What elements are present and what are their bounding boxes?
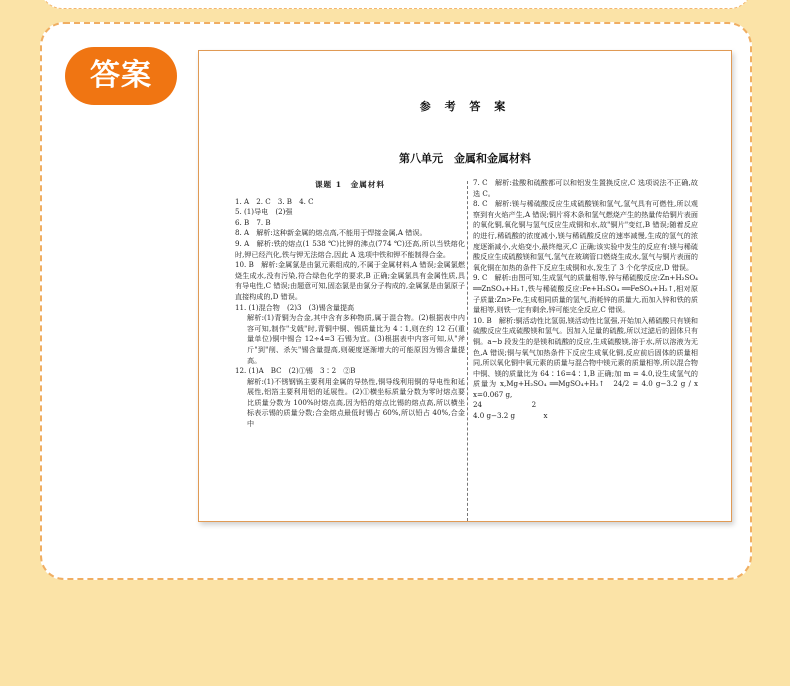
column-divider — [467, 181, 468, 521]
answer-line: 9. A 解析:铁的熔点(1 538 ℃)比钾的沸点(774 ℃)还高,所以当铁熔化时,钾已经汽化,铁与钾无法熔合,因此 A 选项中铁和钾不能制得合金。 — [235, 238, 465, 259]
answer-line: 4.0 g−3.2 g x — [473, 411, 548, 421]
unit-title: 第八单元 金属和金属材料 — [399, 152, 531, 165]
answer-line: 8. A 解析:这种新金属的熔点高,不能用于焊接金属,A 错误。 — [235, 228, 427, 238]
answer-line: 6. B 7. B — [235, 217, 271, 227]
answer-line: 解析:(1)不锈钢锅主要利用金属的导热性,铜导线利用铜的导电性和延展性,铝箔主要利用铝的延展性。(2)①横坐标质量分数为零时熔点要比质量分数为 100%时熔点高,因为铅的熔点比锡的熔点高,所以横坐标表示锡的质量分数;合金熔点最低时锡占 60%,所以铅占 40%,合金中 — [247, 376, 465, 429]
top-card — [40, 0, 752, 9]
left-column — [235, 178, 465, 430]
answer-line: 24 2 — [473, 400, 537, 410]
answer-line: 12. (1)A BC (2)①锡 3∶2 ②B — [235, 366, 356, 376]
page-title: 参 考 答 案 — [419, 100, 511, 113]
answer-line: 8. C 解析:镁与稀硫酸反应生成硫酸镁和氢气,氢气具有可燃性,所以观察到有火焰产生,A 错误;铜片将木条和氢气燃烧产生的热量传给铜片表面的氧化铜,氧化铜与氢气反应生成铜和水,故"铜片"变红,B 错误;随着反应的进行,稀硫酸的浓度减小,镁与稀硫酸反应的速率减慢,生成的氢气的浓度逐渐减小,火焰变小,最终熄灭,C 正确;该实验中发生的反应有:镁与稀硫酸反应生成硫酸镁和氢气,氢气在玻璃管口燃烧生成水,氢气与铜片表面的氧化铜在加热的条件下反应生成铜和水,发生了 3 个化学反应,D 错误。 — [473, 199, 698, 272]
right-column — [473, 178, 706, 422]
answer-line: 解析:(1)青铜为合金,其中含有多种物质,属于混合物。(2)根据表中内容可知,制作"戈戟"时,青铜中铜、锡质量比为 4∶1,则在约 12 石(重量单位)铜中锡合 12÷4=3 石锡为宜。(3)根据表中内容可知,从"斧斤"到"削、杀矢"锡含量提高,则硬度逐渐增大的可能原因为锡含量提高。 — [247, 313, 465, 365]
answer-line: 9. C 解析:由图可知,生成氢气的质量相等,锌与稀硫酸反应:Zn+H₂SO₄ ══ZnSO₄+H₂↑,铁与稀硫酸反应:Fe+H₂SO₄ ══FeSO₄+H₂↑,相对原子质量:Zn>Fe,生成相同质量的氢气,消耗锌的质量大,而加入锌和铁的质量相等,则铁一定有剩余,锌可能完全反应,C 错误。 — [473, 273, 698, 315]
answer-line: 10. B 解析:金属氯是由氯元素组成的,不属于金属材料,A 错误;金属氯燃烧生成水,没有污染,符合绿色化学的要求,B 正确;金属氯具有金属性质,具有导电性,C 错误;由题意可知,固态氯是由氯分子构成的,金属氯是由氯原子直接构成的,D 错误。 — [235, 260, 465, 301]
answer-page-image — [198, 50, 732, 522]
answer-line: 5. (1)导电 (2)强 — [235, 207, 293, 217]
answer-line: 11. (1)混合物 (2)3 (3)锡含量提高 — [235, 302, 355, 312]
answer-line: 7. C 解析:盐酸和硫酸都可以和铝发生置换反应,C 选项说法不正确,故选 C。 — [473, 178, 698, 198]
section-title: 课题 1 金属材料 — [314, 180, 386, 189]
answer-line: 10. B 解析:铜活动性比氢弱,镁活动性比氢强,开始加入稀硫酸只有镁和硫酸反应生成硫酸镁和氢气。因加入足量的硫酸,所以过滤后的固体只有铜。a~b 段发生的是镁和硫酸的反应,生成硫酸镁,溶于水,所以溶液为无色,A 错误;铜与氧气加热条件下反应生成氧化铜,反应前后固体的质量相同,所以氧化铜中氧元素的质量与混合物中镁元素的质量相等,所以混合物中铜、镁的质量比为 64∶16=4∶1,B 正确;加 m = 4.0,设生成氢气的质量为 x,Mg+H₂SO₄ ══MgSO₄+H₂↑ 24/2 = 4.0 g−3.2 g / x x=0.067 g, — [473, 315, 706, 399]
answer-badge: 答案 — [65, 47, 177, 105]
answer-line: 1. A 2. C 3. B 4. C — [235, 196, 314, 206]
